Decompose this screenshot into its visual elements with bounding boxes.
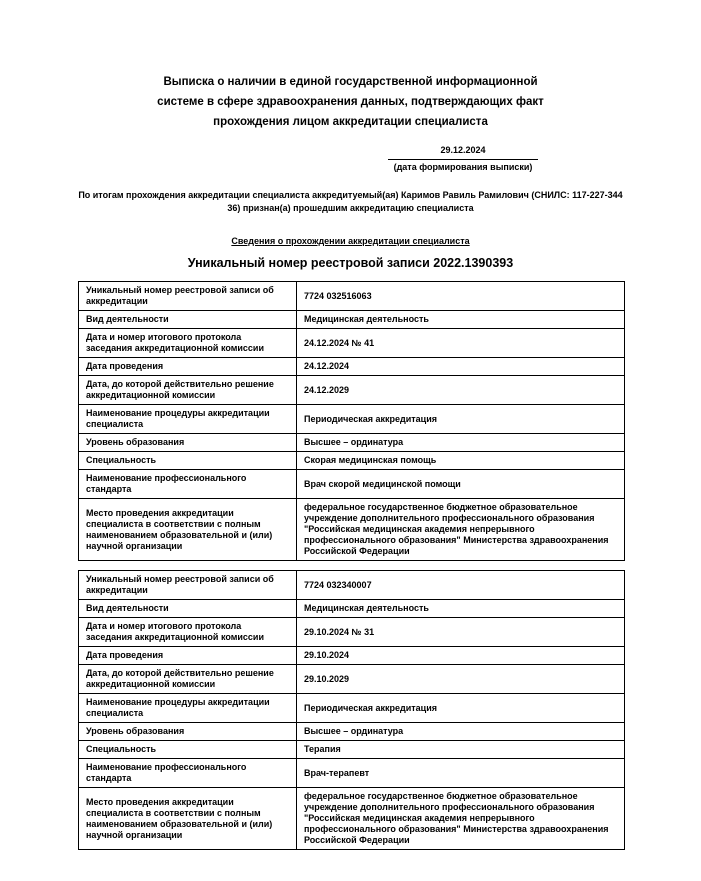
table-row — [79, 759, 625, 788]
table-row — [79, 694, 625, 723]
extract-date-caption: (дата формирования выписки) — [393, 162, 533, 172]
row-label: Наименование процедуры аккредитации специалиста — [79, 694, 297, 723]
row-label: Дата проведения — [79, 358, 297, 376]
table-row — [79, 499, 625, 561]
row-value: 29.10.2024 — [297, 647, 625, 665]
row-label: Место проведения аккредитации специалиста в соответствии с полным наименованием образовательной и (или) научной организации — [79, 788, 297, 850]
row-value: Высшее – ординатура — [297, 723, 625, 741]
row-value: Терапия — [297, 741, 625, 759]
table-row — [79, 571, 625, 600]
accreditation-table-2 — [78, 570, 625, 850]
row-value: 24.12.2024 — [297, 358, 625, 376]
row-label: Уровень образования — [79, 723, 297, 741]
row-value: Скорая медицинская помощь — [297, 452, 625, 470]
row-label: Вид деятельности — [79, 311, 297, 329]
table-row — [79, 600, 625, 618]
row-label: Специальность — [79, 452, 297, 470]
row-value: 24.12.2029 — [297, 376, 625, 405]
row-value: Высшее – ординатура — [297, 434, 625, 452]
table-row — [79, 618, 625, 647]
row-label: Наименование процедуры аккредитации специалиста — [79, 405, 297, 434]
row-label: Уникальный номер реестровой записи об аккредитации — [79, 571, 297, 600]
record-number-heading: Уникальный номер реестровой записи 2022.1390393 — [187, 256, 514, 270]
row-value: Врач скорой медицинской помощи — [297, 470, 625, 499]
row-label: Дата и номер итогового протокола заседания аккредитационной комиссии — [79, 329, 297, 358]
row-value: Медицинская деятельность — [297, 600, 625, 618]
row-value: 7724 032340007 — [297, 571, 625, 600]
intro-paragraph: По итогам прохождения аккредитации специалиста аккредитуемый(ая) Каримов Равиль Рамилович (СНИЛС: 117-227-344 36) признан(а) прошедшим аккредитацию специалиста — [78, 190, 623, 213]
extract-date-block — [388, 145, 538, 173]
document-title-line: прохождения лицом аккредитации специалиста — [213, 116, 488, 128]
row-label: Наименование профессионального стандарта — [79, 470, 297, 499]
row-label: Дата и номер итогового протокола заседания аккредитационной комиссии — [79, 618, 297, 647]
row-value: 7724 032516063 — [297, 282, 625, 311]
table-row — [79, 376, 625, 405]
row-value: федеральное государственное бюджетное образовательное учреждение дополнительного профессионального образования "Российская медицинская академия непрерывного профессионального образования" Министерства здравоохранения Российской Федерации — [297, 788, 625, 850]
row-label: Вид деятельности — [79, 600, 297, 618]
row-label: Место проведения аккредитации специалиста в соответствии с полным наименованием образовательной и (или) научной организации — [79, 499, 297, 561]
document-title-line: системе в сфере здравоохранения данных, подтверждающих факт — [157, 96, 544, 108]
table-row — [79, 723, 625, 741]
accreditation-table-1 — [78, 281, 625, 561]
table-row — [79, 434, 625, 452]
row-value: 29.10.2024 № 31 — [297, 618, 625, 647]
row-label: Дата, до которой действительно решение аккредитационной комиссии — [79, 376, 297, 405]
section-title: Сведения о прохождении аккредитации специалиста — [231, 236, 470, 246]
table-row — [79, 470, 625, 499]
row-value: 29.10.2029 — [297, 665, 625, 694]
table-row — [79, 647, 625, 665]
row-value: Медицинская деятельность — [297, 311, 625, 329]
table-row — [79, 788, 625, 850]
row-value: Периодическая аккредитация — [297, 405, 625, 434]
table-row — [79, 405, 625, 434]
extract-date: 29.12.2024 — [388, 145, 538, 160]
table-row — [79, 311, 625, 329]
document-title — [0, 0, 701, 132]
row-value: Врач-терапевт — [297, 759, 625, 788]
table-row — [79, 358, 625, 376]
row-value: 24.12.2024 № 41 — [297, 329, 625, 358]
document-title-line: Выписка о наличии в единой государственной информационной — [163, 76, 538, 88]
row-value: Периодическая аккредитация — [297, 694, 625, 723]
row-label: Дата, до которой действительно решение аккредитационной комиссии — [79, 665, 297, 694]
row-label: Специальность — [79, 741, 297, 759]
table-row — [79, 665, 625, 694]
row-value: федеральное государственное бюджетное образовательное учреждение дополнительного профессионального образования "Российская медицинская академия непрерывного профессионального образования" Министерства здравоохранения Российской Федерации — [297, 499, 625, 561]
row-label: Уникальный номер реестровой записи об аккредитации — [79, 282, 297, 311]
table-row — [79, 452, 625, 470]
table-row — [79, 329, 625, 358]
table-row — [79, 741, 625, 759]
table-row — [79, 282, 625, 311]
row-label: Наименование профессионального стандарта — [79, 759, 297, 788]
row-label: Дата проведения — [79, 647, 297, 665]
row-label: Уровень образования — [79, 434, 297, 452]
